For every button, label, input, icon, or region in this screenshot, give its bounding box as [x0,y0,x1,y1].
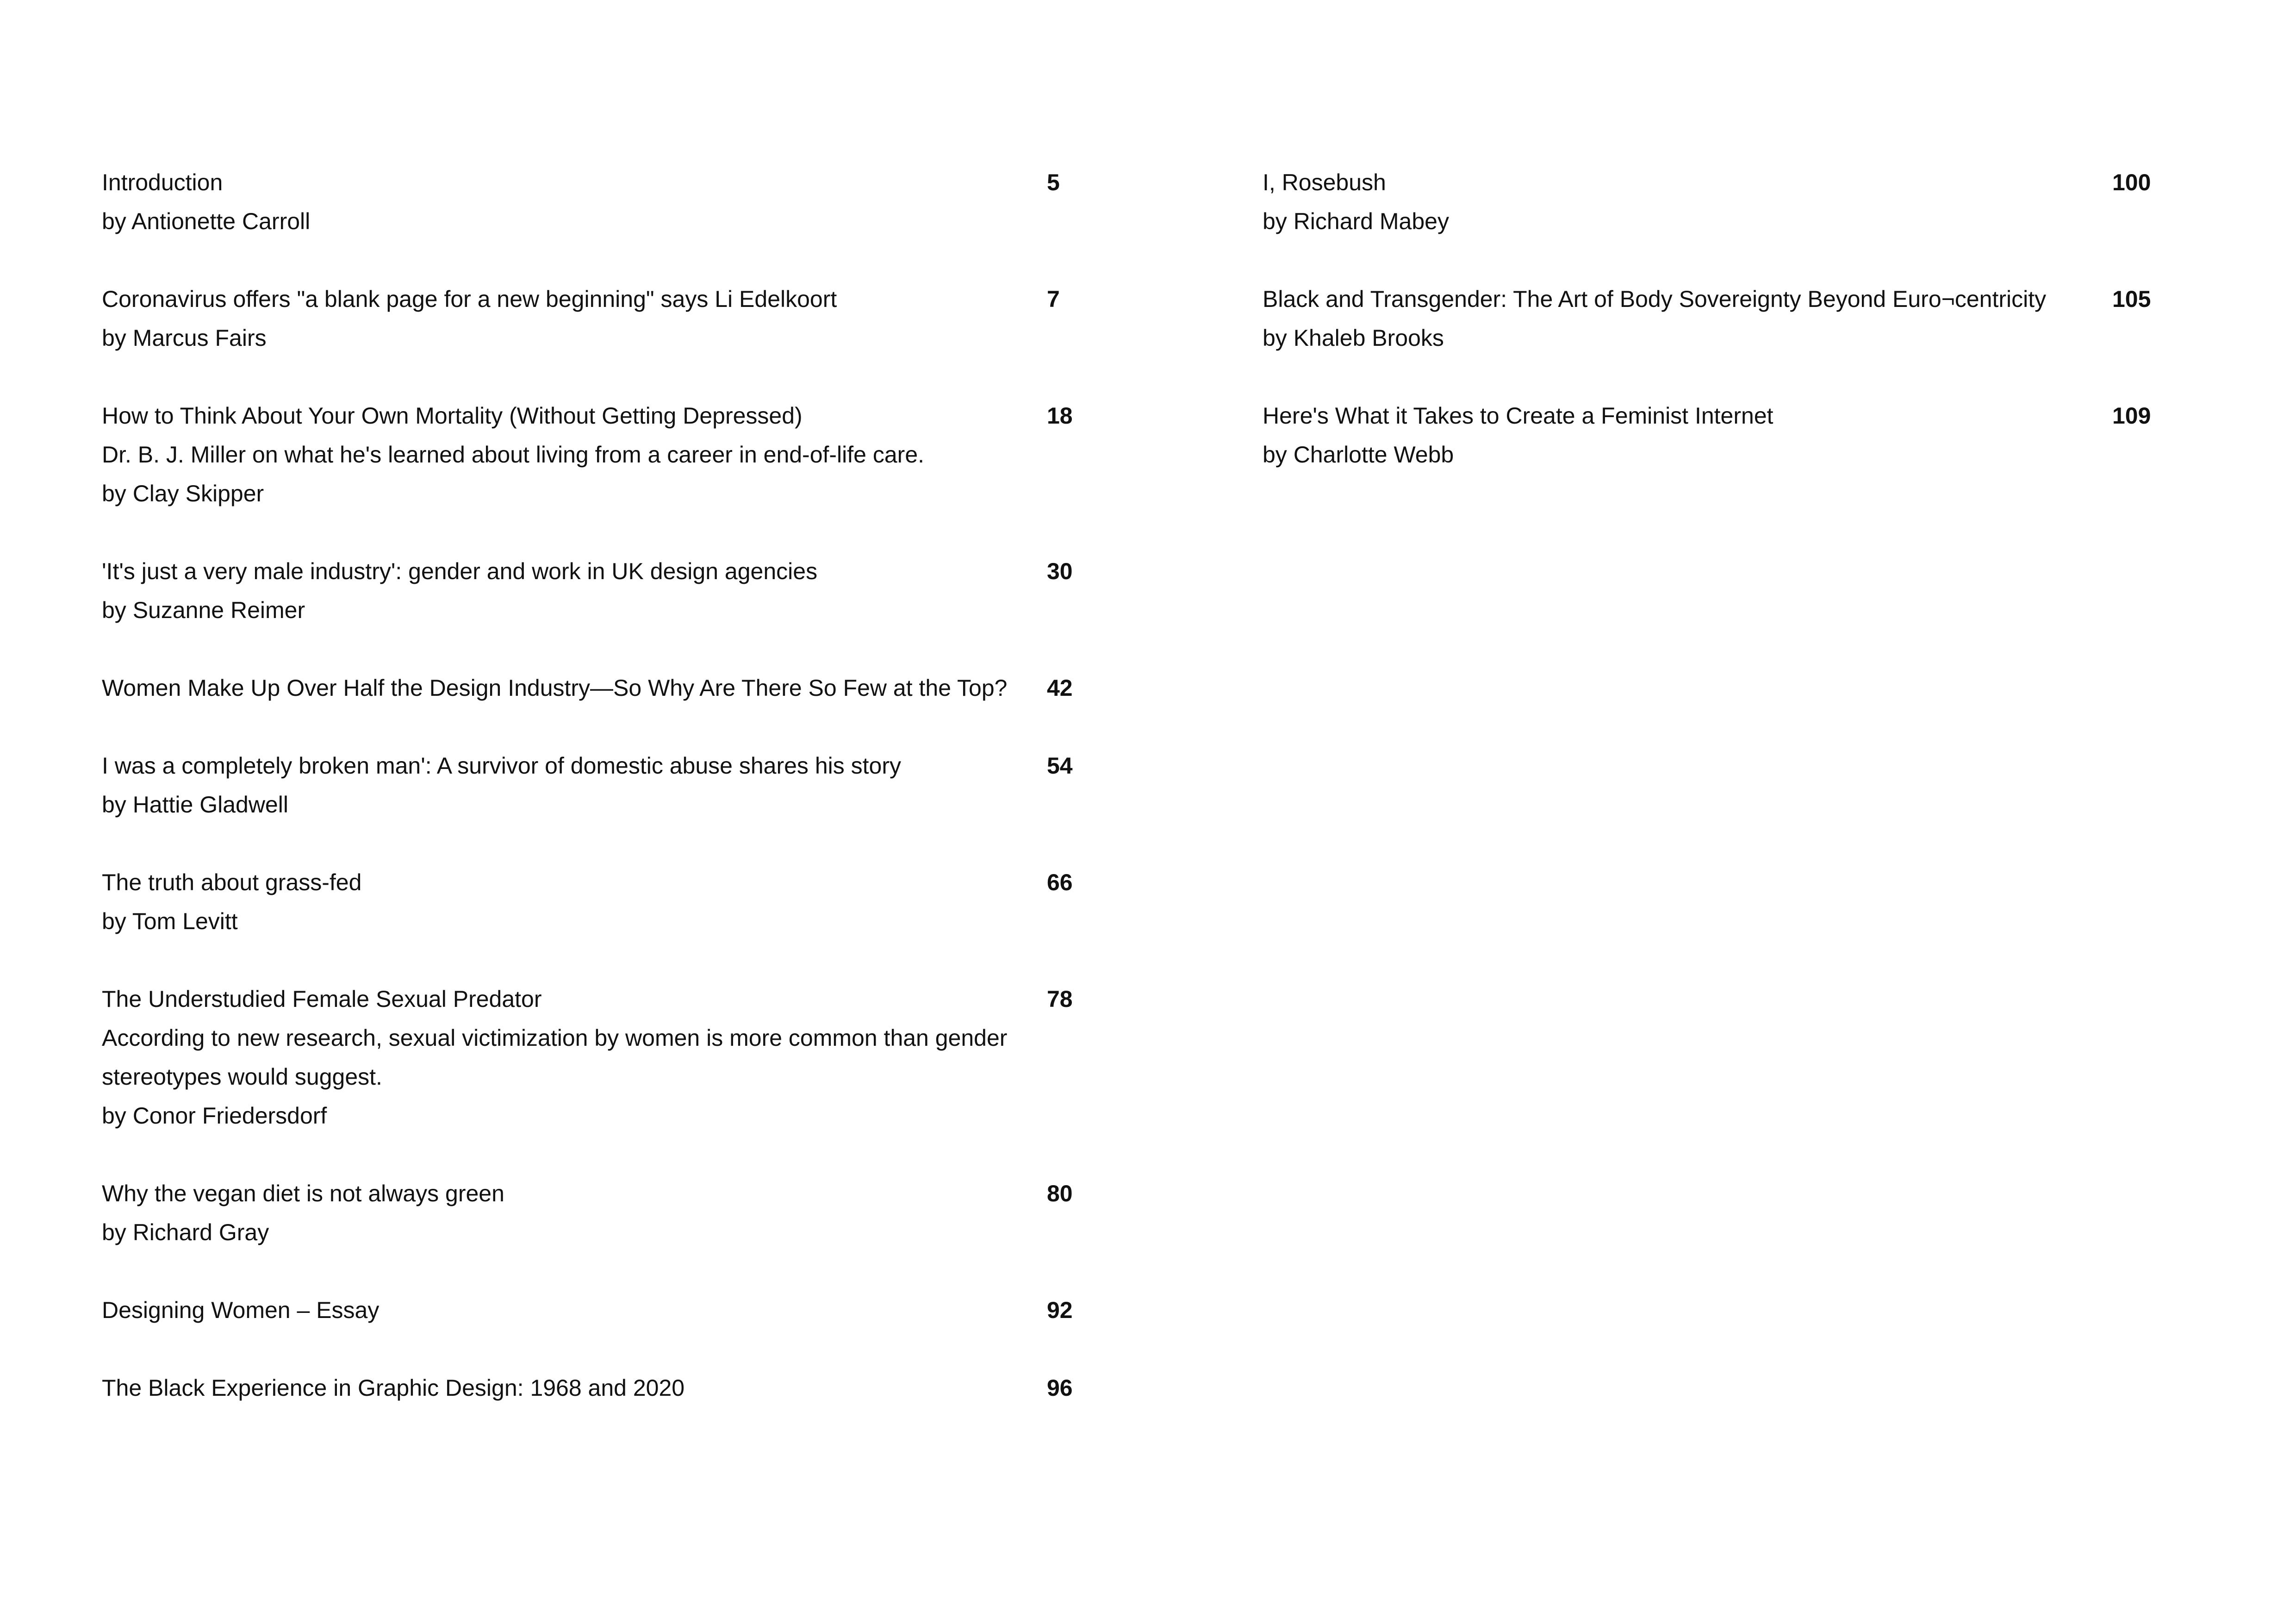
toc-entry [102,1291,1083,1330]
toc-entry-text [102,668,1009,707]
toc-entry-title: I was a completely broken man': A survivor of domestic abuse shares his story [102,753,901,779]
toc-entry-text [102,552,1009,630]
toc-entry-text [102,980,1009,1135]
toc-entry-description: According to new research, sexual victimization by women is more common than gender [102,1025,1008,1051]
toc-entry [1263,280,2160,357]
toc-entry [102,668,1083,707]
toc-entry-page-number: 96 [1047,1375,1073,1401]
toc-entry-author: by Antionette Carroll [102,208,311,234]
toc-entry-page-number: 105 [2112,286,2151,312]
toc-entry-description: Dr. B. J. Miller on what he's learned about living from a career in end-of-life care. [102,442,925,468]
toc-entry-title: Women Make Up Over Half the Design Industry—So Why Are There So Few at the Top? [102,675,1008,701]
toc-entry-page-number: 66 [1047,869,1073,895]
toc-entry-title: Here's What it Takes to Create a Feminist Internet [1263,403,1773,429]
toc-entry-text [102,280,1009,357]
toc-entry-title: 'It's just a very male industry': gender and work in UK design agencies [102,558,818,584]
toc-left-column [102,163,1083,1446]
toc-entry-page-number: 78 [1047,986,1073,1012]
toc-entry-title: I, Rosebush [1263,169,1386,195]
toc-entry-author: by Tom Levitt [102,908,238,934]
toc-entry [102,396,1083,513]
toc-entry-page-number: 54 [1047,753,1073,779]
toc-entry-author: by Clay Skipper [102,481,264,506]
toc-entry-author: by Marcus Fairs [102,325,267,351]
toc-entry-text [102,1174,1009,1252]
toc-entry-title: The Understudied Female Sexual Predator [102,986,542,1012]
toc-entry-title: The truth about grass-fed [102,869,362,895]
toc-entry [102,980,1083,1135]
toc-entry-page-number: 5 [1047,169,1060,195]
toc-entry-author: by Charlotte Webb [1263,442,1454,468]
toc-entry-page-number: 92 [1047,1297,1073,1323]
toc-right-column [1263,163,2160,513]
toc-entry [1263,396,2160,474]
toc-entry-text [102,863,1009,941]
toc-entry-title: How to Think About Your Own Mortality (Without Getting Depressed) [102,403,803,429]
toc-entry [1263,163,2160,241]
toc-entry-text [1263,163,2086,241]
toc-entry-text [1263,396,2086,474]
toc-entry [102,280,1083,357]
toc-entry-text [102,1291,1009,1330]
toc-entry-page-number: 7 [1047,286,1060,312]
toc-entry-author: by Suzanne Reimer [102,597,305,623]
toc-entry-page-number: 30 [1047,558,1073,584]
toc-entry-text [1263,280,2086,357]
toc-entry-description: stereotypes would suggest. [102,1064,382,1090]
toc-entry-author: by Hattie Gladwell [102,792,288,818]
toc-entry-page-number: 42 [1047,675,1073,701]
toc-entry [102,863,1083,941]
toc-entry-page-number: 100 [2112,169,2151,195]
toc-entry [102,552,1083,630]
toc-entry-title: The Black Experience in Graphic Design: 1968 and 2020 [102,1375,685,1401]
toc-entry-author: by Richard Mabey [1263,208,1449,234]
toc-entry-page-number: 18 [1047,403,1073,429]
toc-entry-title: Why the vegan diet is not always green [102,1181,504,1206]
toc-entry-title: Coronavirus offers "a blank page for a new beginning" says Li Edelkoort [102,286,837,312]
toc-entry-page-number: 80 [1047,1181,1073,1206]
toc-entry [102,746,1083,824]
toc-entry-text [102,396,1009,513]
toc-entry-text [102,746,1009,824]
toc-entry-author: by Khaleb Brooks [1263,325,1444,351]
toc-entry-title: Black and Transgender: The Art of Body Sovereignty Beyond Euro¬centricity [1263,286,2047,312]
toc-entry-title: Designing Women – Essay [102,1297,380,1323]
toc-entry [102,163,1083,241]
toc-entry [102,1368,1083,1407]
toc-entry-page-number: 109 [2112,403,2151,429]
toc-entry [102,1174,1083,1252]
toc-entry-text [102,163,1009,241]
toc-entry-author: by Conor Friedersdorf [102,1103,327,1129]
toc-entry-title: Introduction [102,169,223,195]
toc-entry-author: by Richard Gray [102,1219,269,1245]
toc-entry-text [102,1368,1009,1407]
